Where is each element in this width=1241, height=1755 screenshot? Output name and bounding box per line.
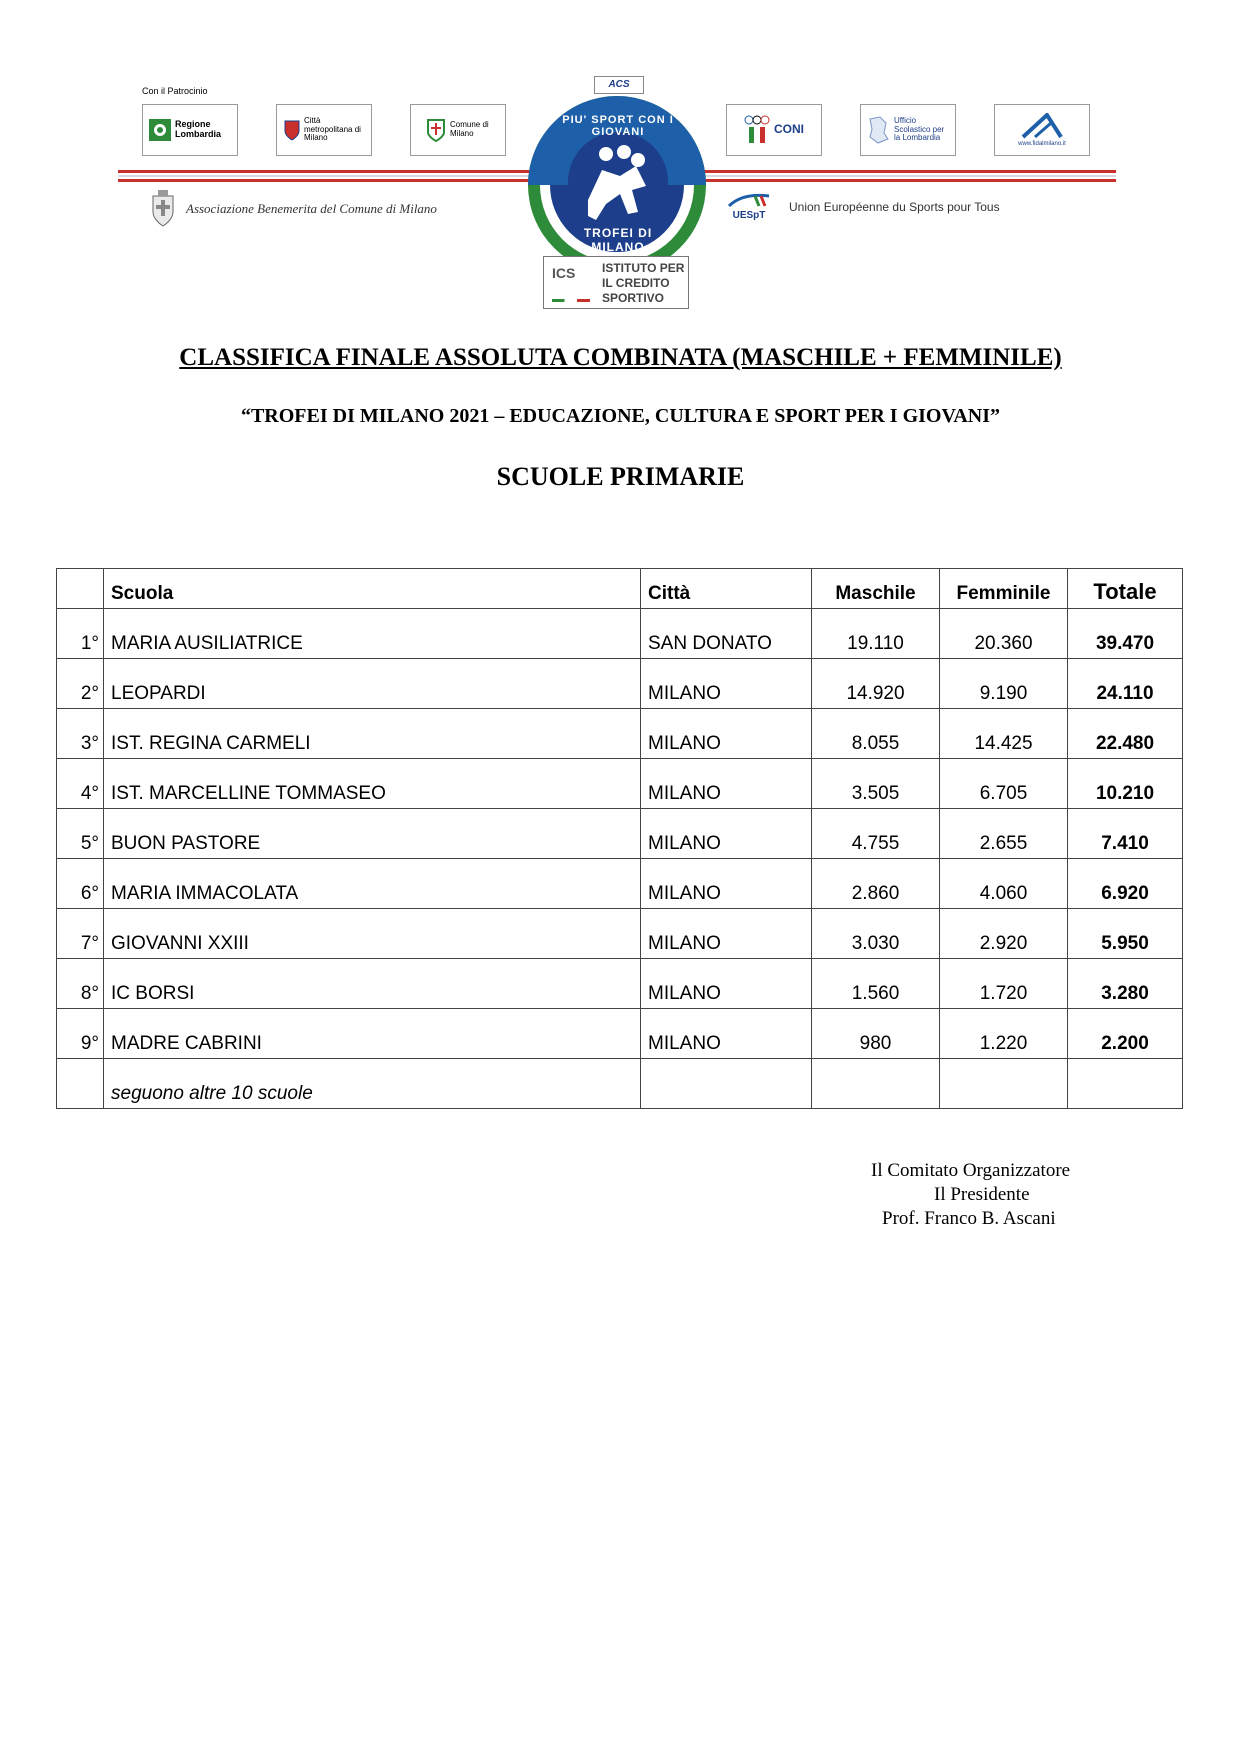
cell-maschile: 3.505: [812, 759, 940, 809]
cell-empty: [940, 1059, 1068, 1109]
header-femminile: Femminile: [940, 569, 1068, 609]
italian-flag-bar: [552, 299, 590, 302]
cell-totale: 10.210: [1068, 759, 1183, 809]
cell-maschile: 8.055: [812, 709, 940, 759]
regione-lombardia-text: Regione Lombardia: [175, 119, 222, 139]
cell-totale: 6.920: [1068, 859, 1183, 909]
category-title: SCUOLE PRIMARIE: [496, 462, 745, 491]
cell-citta: MILANO: [641, 859, 812, 909]
table-row: [57, 609, 1183, 659]
associazione-text: Associazione Benemerita del Comune di Milano: [186, 201, 437, 216]
fidal-text: www.fidalmilano.it: [1018, 140, 1066, 147]
table-row: [57, 809, 1183, 859]
uespt-logo: [727, 192, 771, 221]
table-row: [57, 759, 1183, 809]
cell-citta: MILANO: [641, 709, 812, 759]
cell-maschile: 980: [812, 1009, 940, 1059]
signature-name: Prof. Franco B. Ascani: [882, 1208, 1056, 1229]
cell-rank: 9°: [57, 1009, 104, 1059]
milano-crest-icon: [150, 188, 176, 230]
cell-femminile: 20.360: [940, 609, 1068, 659]
fidal-icon: [1017, 113, 1067, 141]
page-title: CLASSIFICA FINALE ASSOLUTA COMBINATA (MASCHILE + FEMMINILE): [179, 344, 1062, 371]
uespt-text: UESpT: [732, 210, 766, 221]
cell-scuola: MARIA IMMACOLATA: [104, 859, 641, 909]
ics-mark: ICS: [552, 265, 576, 281]
cell-rank: 5°: [57, 809, 104, 859]
logo-bottom-text: TROFEI DI MILANO: [583, 226, 653, 254]
cell-scuola: GIOVANNI XXIII: [104, 909, 641, 959]
cell-citta: MILANO: [641, 659, 812, 709]
table-note-row: [57, 1059, 1183, 1109]
signature-committee: Il Comitato Organizzatore: [871, 1160, 1071, 1181]
regione-lombardia-logo: [142, 104, 238, 156]
red-stripe-right-1: [704, 170, 1116, 173]
comune-milano-logo: [410, 104, 506, 156]
cell-citta: MILANO: [641, 809, 812, 859]
cell-scuola: LEOPARDI: [104, 659, 641, 709]
cell-totale: 7.410: [1068, 809, 1183, 859]
regione-lombardia-icon: [149, 119, 171, 141]
associazione-benemerita: [150, 188, 437, 230]
cell-rank: 7°: [57, 909, 104, 959]
logo-top-text: PIU' SPORT CON I GIOVANI: [562, 114, 674, 138]
citta-metropolitana-logo: [276, 104, 372, 156]
fidal-logo: [994, 104, 1090, 156]
cell-scuola: IC BORSI: [104, 959, 641, 1009]
cell-scuola: IST. MARCELLINE TOMMASEO: [104, 759, 641, 809]
cell-empty: [641, 1059, 812, 1109]
ranking-table: [56, 568, 1183, 1109]
coni-logo: [726, 104, 822, 156]
page-subtitle: “TROFEI DI MILANO 2021 – EDUCAZIONE, CULTURA E SPORT PER I GIOVANI”: [240, 405, 1001, 427]
uespt-swoosh-icon: [727, 192, 771, 210]
signature-role: Il Presidente: [934, 1184, 1030, 1205]
red-stripe-right-2: [704, 179, 1116, 182]
cell-femminile: 4.060: [940, 859, 1068, 909]
crest-icon: [284, 119, 300, 141]
table-row: [57, 909, 1183, 959]
patrocinio-label: Con il Patrocinio: [142, 86, 208, 96]
runners-icon: [566, 130, 670, 234]
cell-femminile: 1.220: [940, 1009, 1068, 1059]
cell-maschile: 1.560: [812, 959, 940, 1009]
red-stripe-left-1: [118, 170, 530, 173]
cell-empty: [1068, 1059, 1183, 1109]
cell-rank: 1°: [57, 609, 104, 659]
cell-citta: MILANO: [641, 909, 812, 959]
cell-femminile: 9.190: [940, 659, 1068, 709]
red-stripe-left-2: [118, 179, 530, 182]
cell-citta: SAN DONATO: [641, 609, 812, 659]
ufficio-scolastico-text: Ufficio Scolastico per la Lombardia: [894, 115, 945, 143]
cell-maschile: 2.860: [812, 859, 940, 909]
cell-scuola: IST. REGINA CARMELI: [104, 709, 641, 759]
table-row: [57, 709, 1183, 759]
cell-totale: 39.470: [1068, 609, 1183, 659]
header-scuola: Scuola: [104, 569, 641, 609]
cell-femminile: 2.920: [940, 909, 1068, 959]
table-row: [57, 659, 1183, 709]
cell-maschile: 19.110: [812, 609, 940, 659]
cell-rank: 2°: [57, 659, 104, 709]
coni-text: CONI: [774, 122, 804, 137]
cell-femminile: 14.425: [940, 709, 1068, 759]
cell-rank: 6°: [57, 859, 104, 909]
table-row: [57, 859, 1183, 909]
ics-text: ISTITUTO PER IL CREDITO SPORTIVO: [602, 261, 685, 305]
cell-rank: 8°: [57, 959, 104, 1009]
comune-crest-icon: [426, 118, 446, 142]
comune-milano-text: Comune di Milano: [450, 120, 489, 138]
cell-citta: MILANO: [641, 1009, 812, 1059]
cell-citta: MILANO: [641, 959, 812, 1009]
grey-stripe-left: [118, 175, 530, 177]
header-banner: [0, 0, 1241, 320]
grey-stripe-right: [704, 175, 1116, 177]
lombardia-map-icon: [866, 115, 890, 145]
cell-rank-empty: [57, 1059, 104, 1109]
citta-metropolitana-text: Città metropolitana di Milano: [304, 115, 361, 143]
cell-citta: MILANO: [641, 759, 812, 809]
cell-totale: 3.280: [1068, 959, 1183, 1009]
cell-empty: [812, 1059, 940, 1109]
header-rank: [57, 569, 104, 609]
table-row: [57, 959, 1183, 1009]
table-header-row: [57, 569, 1183, 609]
cell-totale: 5.950: [1068, 909, 1183, 959]
cell-femminile: 2.655: [940, 809, 1068, 859]
header-citta: Città: [641, 569, 812, 609]
cell-rank: 3°: [57, 709, 104, 759]
uespt-union: [727, 192, 1000, 221]
cell-maschile: 3.030: [812, 909, 940, 959]
header-maschile: Maschile: [812, 569, 940, 609]
union-text: Union Européenne du Sports pour Tous: [789, 199, 1000, 214]
acs-logo: ACS: [594, 76, 644, 94]
cell-scuola: MADRE CABRINI: [104, 1009, 641, 1059]
cell-totale: 2.200: [1068, 1009, 1183, 1059]
header-totale: Totale: [1068, 569, 1183, 609]
cell-totale: 24.110: [1068, 659, 1183, 709]
cell-femminile: 6.705: [940, 759, 1068, 809]
cell-maschile: 14.920: [812, 659, 940, 709]
table-note: seguono altre 10 scuole: [104, 1059, 641, 1109]
cell-femminile: 1.720: [940, 959, 1068, 1009]
cell-maschile: 4.755: [812, 809, 940, 859]
table-row: [57, 1009, 1183, 1059]
cell-rank: 4°: [57, 759, 104, 809]
olympic-rings-icon: [744, 115, 770, 145]
cell-totale: 22.480: [1068, 709, 1183, 759]
cell-scuola: MARIA AUSILIATRICE: [104, 609, 641, 659]
ics-logo: [543, 256, 689, 309]
ufficio-scolastico-logo: [860, 104, 956, 156]
cell-scuola: BUON PASTORE: [104, 809, 641, 859]
